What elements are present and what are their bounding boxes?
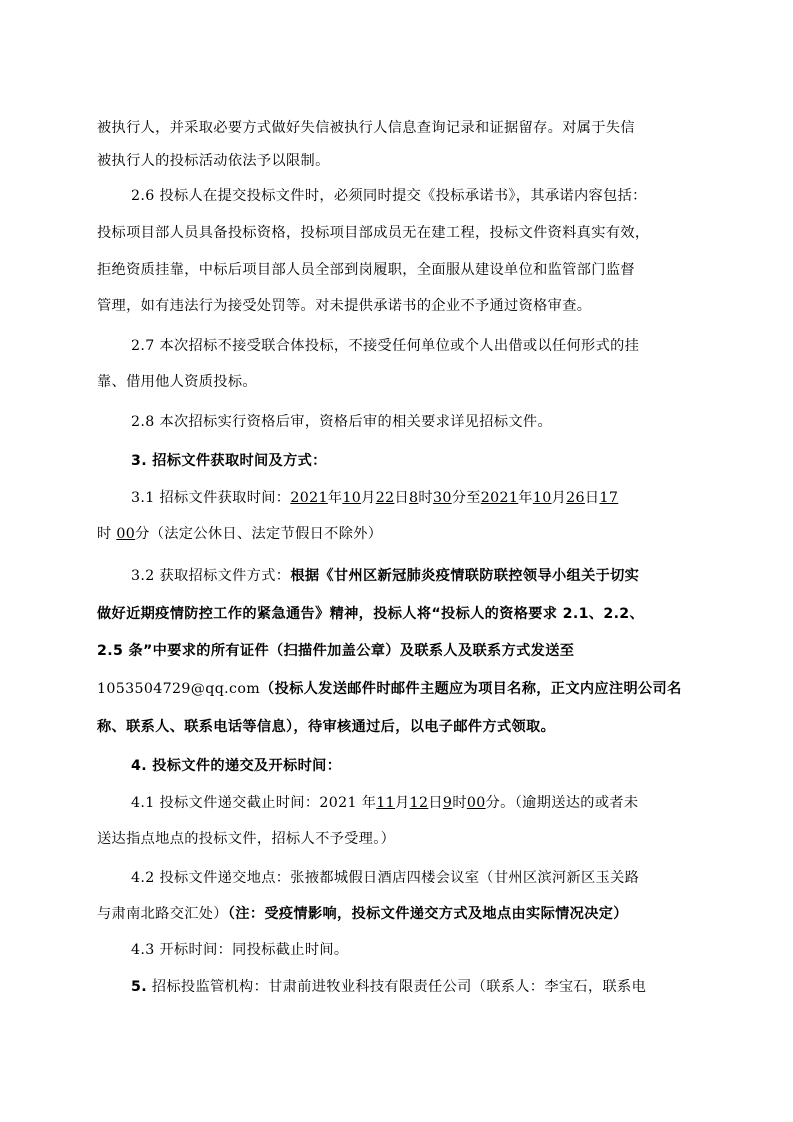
month-value: 11 xyxy=(376,795,396,811)
text: 时 xyxy=(452,795,467,811)
text: 分至 xyxy=(451,490,481,506)
text: 3.2 获取招标文件方式： xyxy=(131,568,291,584)
bold-text: 根据《甘州区新冠肺炎疫情联防联控领导小组关于切实 xyxy=(290,568,640,584)
year-value: 2021 xyxy=(480,490,519,506)
paragraph-line xyxy=(97,679,682,699)
paragraph-line: 被执行人的投标活动依法予以限制。 xyxy=(97,153,330,169)
text: 4.1 投标文件递交截止时间：2021 年 xyxy=(131,795,377,811)
paragraph-line: 2.6 投标人在提交投标文件时，必须同时提交《投标承诺书》，其承诺内容包括： xyxy=(131,188,647,204)
text: 日 xyxy=(428,795,443,811)
month-value: 10 xyxy=(532,490,552,506)
paragraph-line xyxy=(131,566,639,586)
paragraph-line: 2.5 条”中要求的所有证件（扫描件加盖公章）及联系人及联系方式发送至 xyxy=(97,643,575,659)
paragraph-line: 4.3 开标时间：同投标截止时间。 xyxy=(131,942,349,958)
text: 年 xyxy=(327,490,343,506)
paragraph-line xyxy=(131,793,638,813)
paragraph-line xyxy=(97,904,628,924)
paragraph-line xyxy=(97,524,382,544)
text: 时 xyxy=(97,526,117,542)
section-heading: 4. 投标文件的递交及开标时间： xyxy=(131,758,342,774)
bold-text: （投标人发送邮件时邮件主题应为项目名称，正文内应注明公司名 xyxy=(260,681,682,697)
paragraph-line: 4.2 投标文件递交地点：张掖都城假日酒店四楼会议室（甘州区滨河新区玉关路 xyxy=(131,870,640,886)
text: 月 xyxy=(395,795,410,811)
paragraph-line: 称、联系人、联系电话等信息），待审核通过后，以电子邮件方式领取。 xyxy=(97,719,556,735)
section-number: 5. xyxy=(131,979,147,995)
paragraph-line: 拒绝资质挂靠，中标后项目部人员全部到岗履职，全面服从建设单位和监管部门监督 xyxy=(97,262,635,278)
day-value: 12 xyxy=(409,795,429,811)
minute-value: 00 xyxy=(466,795,486,811)
text: 分（法定公休日、法定节假日不除外） xyxy=(135,526,383,542)
paragraph-line: 送达指点地点的投标文件，招标人不予受理。） xyxy=(97,831,396,847)
text: 日 xyxy=(394,490,409,506)
text: 年 xyxy=(518,490,533,506)
section-heading: 3. 招标文件获取时间及方式： xyxy=(131,453,327,469)
text: 分。（逾期送达的或者未 xyxy=(485,795,639,811)
hour-value: 8 xyxy=(409,490,419,506)
month-value: 10 xyxy=(342,490,362,506)
year-value: 2021 xyxy=(290,490,328,506)
paragraph-line: 管理，如有违法行为接受处罚等。对未提供承诺书的企业不予通过资格审查。 xyxy=(97,298,592,314)
paragraph-line: 2.8 本次招标实行资格后审，资格后审的相关要求详见招标文件。 xyxy=(131,414,552,430)
minute-value: 30 xyxy=(432,490,452,506)
paragraph-line xyxy=(131,488,618,508)
paragraph-line: 投标项目部人员具备投标资格，投标项目部成员无在建工程，投标文件资料真实有效， xyxy=(97,225,650,241)
email-address: 1053504729@qq.com xyxy=(97,681,261,697)
hour-value: 9 xyxy=(442,795,453,811)
text: 与肃南北路交汇处） xyxy=(97,906,228,922)
text: 时 xyxy=(418,490,433,506)
paragraph-line: 靠、借用他人资质投标。 xyxy=(97,374,257,390)
paragraph-line: 被执行人，并采取必要方式做好失信被执行人信息查询记录和证据留存。对属于失信 xyxy=(97,120,635,136)
text: 日 xyxy=(584,490,600,506)
hour-value: 17 xyxy=(599,490,619,506)
text: 月 xyxy=(361,490,376,506)
day-value: 26 xyxy=(566,490,585,506)
minute-value: 00 xyxy=(116,526,136,542)
paragraph-line xyxy=(131,977,646,997)
day-value: 22 xyxy=(375,490,395,506)
text: 3.1 招标文件获取时间： xyxy=(131,490,291,506)
text: 招标投监管机构：甘肃前进牧业科技有限责任公司（联系人：李宝石，联系电 xyxy=(146,979,647,995)
paragraph-line: 2.7 本次招标不接受联合体投标，不接受任何单位或个人出借或以任何形式的挂 xyxy=(131,338,640,354)
paragraph-line: 做好近期疫情防控工作的紧急通告》精神，投标人将“投标人的资格要求 2.1、2.2、 xyxy=(97,606,645,622)
bold-text: （注：受疫情影响，投标文件递交方式及地点由实际情况决定） xyxy=(227,906,628,922)
text: 月 xyxy=(551,490,567,506)
